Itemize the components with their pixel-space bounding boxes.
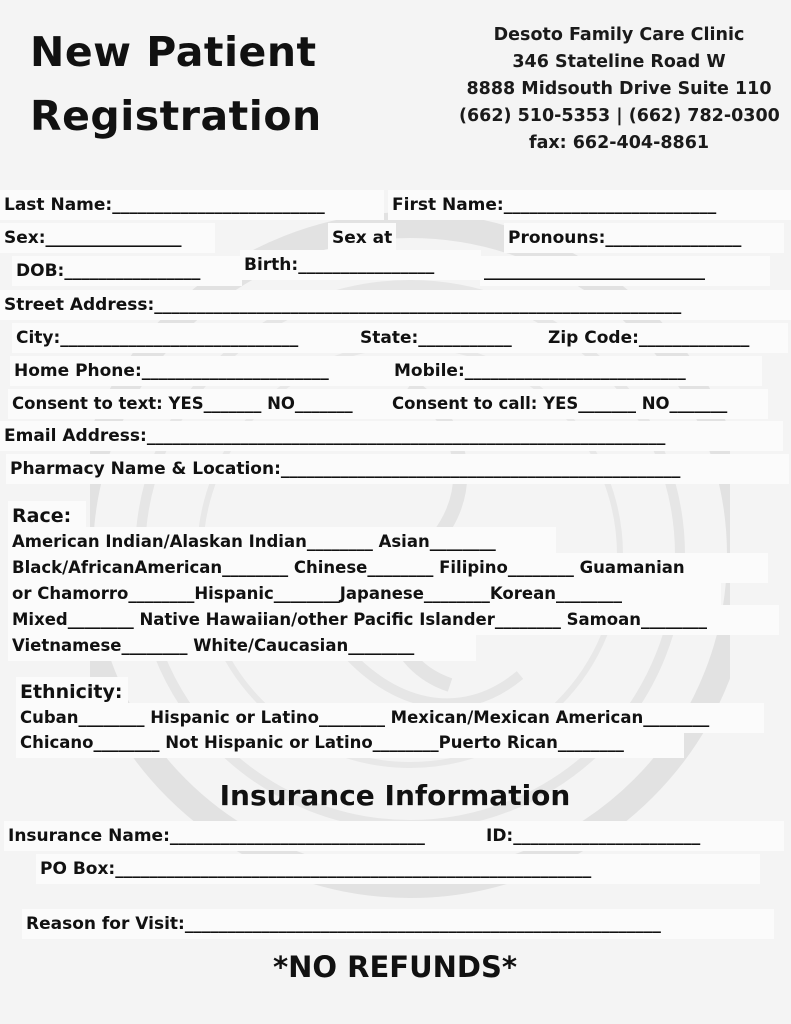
last-name-field[interactable]: Last Name:_________________________ bbox=[0, 190, 384, 220]
insurance-name-field[interactable]: Insurance Name:______________________________ bbox=[4, 821, 488, 851]
race-options-line-3[interactable]: or Chamorro________Hispanic________Japanese________Korean________ bbox=[8, 579, 721, 609]
po-box-field[interactable]: PO Box:________________________________________________________ bbox=[36, 854, 760, 884]
pharmacy-field[interactable]: Pharmacy Name & Location:_______________________________________________ bbox=[6, 454, 789, 484]
clinic-address-2: 8888 Midsouth Drive Suite 110 bbox=[466, 79, 772, 99]
pronouns-field[interactable]: Pronouns:________________ bbox=[504, 223, 784, 253]
street-address-field[interactable]: Street Address:______________________________________________________________ bbox=[0, 290, 791, 320]
race-options-line-1[interactable]: American Indian/Alaskan Indian________ Asian________ bbox=[8, 527, 556, 557]
consent-call-field[interactable]: Consent to call: YES_______ NO_______ bbox=[388, 389, 768, 419]
page-title bbox=[30, 20, 322, 148]
clinic-name: Desoto Family Care Clinic bbox=[493, 25, 745, 45]
clinic-phones: (662) 510-5353 | (662) 782-0300 bbox=[459, 106, 780, 126]
insurance-heading: Insurance Information bbox=[219, 779, 571, 812]
zip-code-field[interactable]: Zip Code:_____________ bbox=[544, 323, 788, 353]
home-phone-field[interactable]: Home Phone:______________________ bbox=[10, 356, 390, 386]
clinic-info bbox=[459, 22, 779, 157]
race-options-line-2[interactable]: Black/AfricanAmerican________ Chinese________ Filipino________ Guamanian bbox=[8, 553, 768, 583]
mobile-field[interactable]: Mobile:__________________________ bbox=[390, 356, 762, 386]
ethnicity-options-line-2[interactable]: Chicano________ Not Hispanic or Latino________Puerto Rican________ bbox=[16, 728, 684, 758]
sex-field[interactable]: Sex:________________ bbox=[0, 223, 215, 253]
reason-for-visit-field[interactable]: Reason for Visit:________________________________________________________ bbox=[22, 909, 774, 939]
ethnicity-options-line-1[interactable]: Cuban________ Hispanic or Latino________ Mexican/Mexican American________ bbox=[16, 703, 764, 733]
birth-field[interactable]: Birth:________________ bbox=[240, 250, 481, 280]
dob-field[interactable]: DOB:________________ bbox=[12, 256, 242, 286]
first-name-field[interactable]: First Name:_________________________ bbox=[388, 190, 791, 220]
clinic-address-1: 346 Stateline Road W bbox=[512, 52, 726, 72]
no-refunds-notice: *NO REFUNDS* bbox=[272, 950, 518, 984]
title-line-2: Registration bbox=[30, 92, 322, 140]
state-field[interactable]: State:___________ bbox=[356, 323, 547, 353]
city-field[interactable]: City:____________________________ bbox=[12, 323, 360, 353]
race-options-line-5[interactable]: Vietnamese________ White/Caucasian________ bbox=[8, 631, 476, 661]
clinic-fax: fax: 662-404-8861 bbox=[528, 133, 710, 153]
birth-blank-field[interactable]: __________________________ bbox=[480, 256, 770, 286]
email-address-field[interactable]: Email Address:_____________________________________________________________ bbox=[0, 421, 783, 451]
title-line-1: New Patient bbox=[30, 28, 317, 76]
consent-text-field[interactable]: Consent to text: YES_______ NO_______ bbox=[8, 389, 388, 419]
race-options-line-4[interactable]: Mixed________ Native Hawaiian/other Pacific Islander________ Samoan________ bbox=[8, 605, 779, 635]
race-heading: Race: bbox=[8, 501, 86, 531]
ethnicity-heading: Ethnicity: bbox=[16, 677, 128, 707]
insurance-id-field[interactable]: ID:______________________ bbox=[482, 821, 784, 851]
sex-at-label: Sex at bbox=[328, 223, 396, 253]
